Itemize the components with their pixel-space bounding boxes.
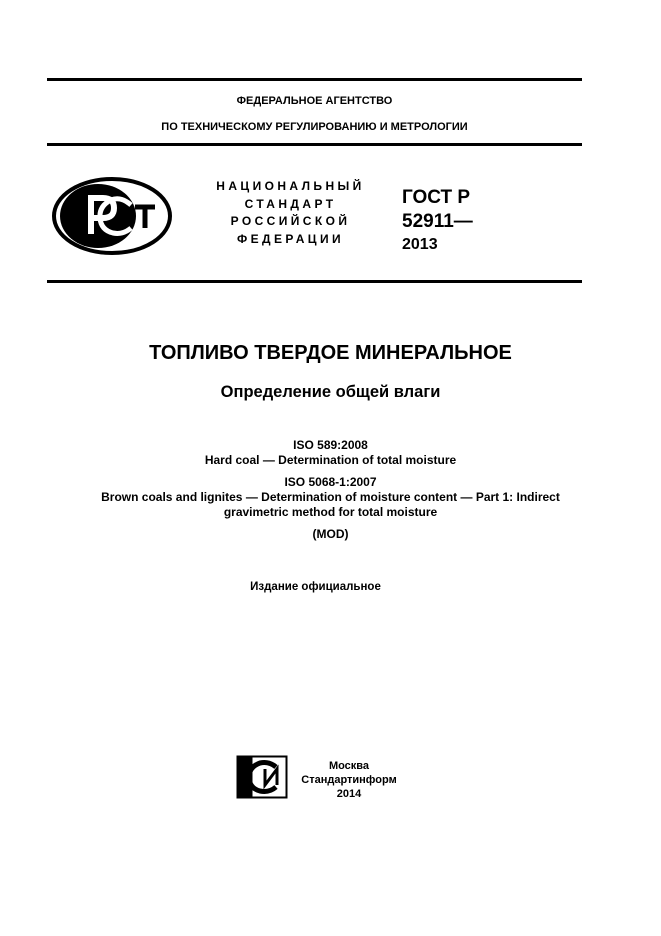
publisher-year: 2014 bbox=[336, 788, 362, 800]
designation-number: 52911— bbox=[402, 211, 473, 232]
agency-line-2: ПО ТЕХНИЧЕСКОМУ РЕГУЛИРОВАНИЮ И МЕТРОЛОГИИ bbox=[161, 121, 468, 133]
document-title: ТОПЛИВО ТВЕРДОЕ МИНЕРАЛЬНОЕ bbox=[149, 342, 512, 364]
iso-2-code: ISO 5068-1:2007 bbox=[284, 475, 377, 489]
iso-1-title: Hard coal — Determination of total moisture bbox=[204, 453, 457, 467]
modification-label: (MOD) bbox=[312, 527, 349, 541]
national-standard-line-2: СТАНДАРТ bbox=[244, 196, 337, 211]
publisher-block bbox=[299, 759, 399, 801]
iso-2-title-line-2: gravimetric method for total moisture bbox=[223, 505, 438, 519]
national-standard-line-3: РОССИЙСКОЙ bbox=[230, 214, 351, 228]
top-rule bbox=[47, 78, 582, 81]
designation-year: 2013 bbox=[402, 236, 438, 253]
header-rule bbox=[47, 143, 582, 146]
iso-1-code: ISO 589:2008 bbox=[293, 438, 368, 452]
edition-label: Издание официальное bbox=[250, 581, 381, 593]
publisher-city: Москва bbox=[328, 760, 370, 772]
national-standard-label bbox=[198, 178, 383, 248]
middle-rule bbox=[47, 280, 582, 283]
publisher-name: Стандартинформ bbox=[301, 774, 397, 786]
agency-line-1: ФЕДЕРАЛЬНОЕ АГЕНТСТВО bbox=[236, 95, 393, 107]
rst-certification-mark-icon bbox=[51, 176, 173, 256]
national-standard-line-1: НАЦИОНАЛЬНЫЙ bbox=[216, 179, 365, 193]
standartinform-logo-icon bbox=[236, 755, 288, 799]
document-subtitle: Определение общей влаги bbox=[220, 383, 441, 401]
designation-prefix: ГОСТ Р bbox=[402, 187, 471, 208]
national-standard-line-4: ФЕДЕРАЦИИ bbox=[236, 231, 345, 246]
iso-2-title-line-1: Brown coals and lignites — Determination of moisture content — Part 1: Indirect bbox=[101, 490, 560, 504]
standard-designation bbox=[402, 186, 473, 256]
